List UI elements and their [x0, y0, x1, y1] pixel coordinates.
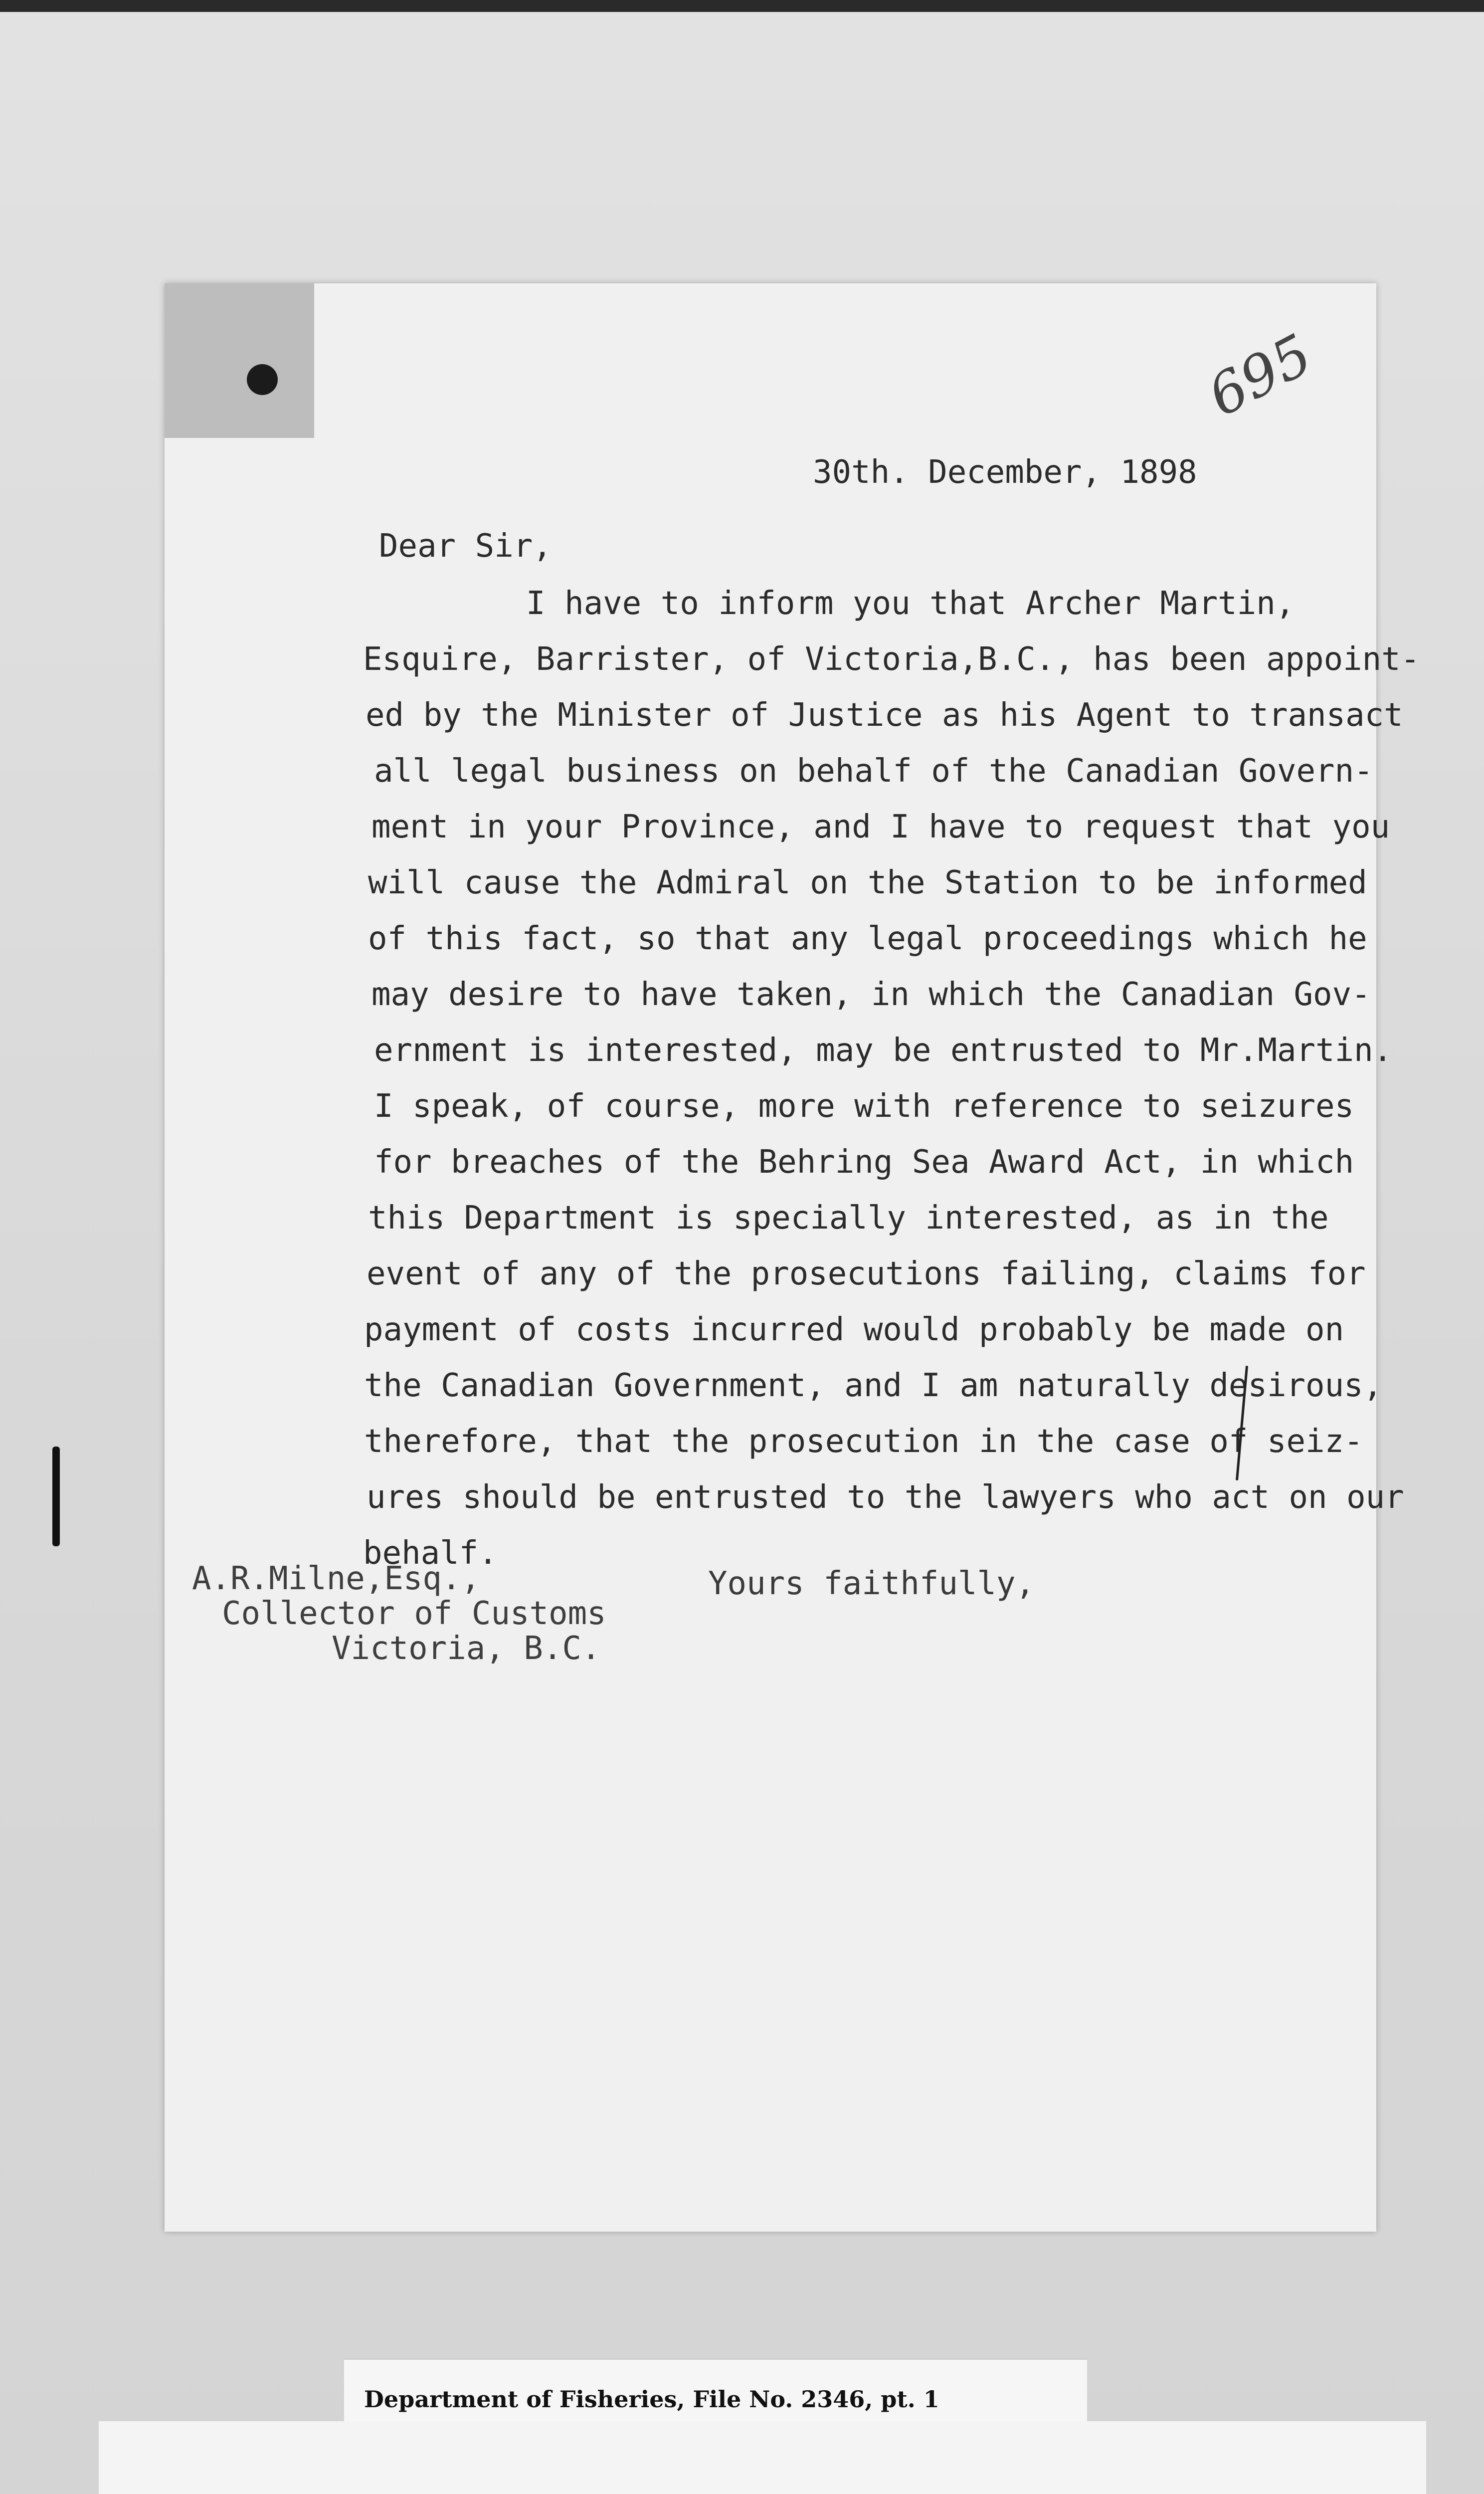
body-line: may desire to have taken, in which the Canadian Gov- — [371, 976, 1371, 1013]
body-line: will cause the Admiral on the Station to be informed — [368, 864, 1367, 901]
body-line: this Department is specially interested, as in the — [368, 1200, 1329, 1237]
body-line: the Canadian Government, and I am naturally desirous, — [364, 1367, 1383, 1404]
body-line: therefore, that the prosecution in the case of seiz- — [364, 1423, 1363, 1460]
addressee-name: A.R.Milne,Esq., — [192, 1560, 480, 1597]
addressee-title: Collector of Customs — [222, 1595, 606, 1632]
salutation: Dear Sir, — [379, 528, 552, 565]
file-reference-slip — [344, 2358, 1087, 2428]
film-side-mark — [52, 1447, 60, 1546]
body-line: ed by the Minister of Justice as his Agent to transact — [366, 697, 1403, 734]
closing: Yours faithfully, — [708, 1565, 1035, 1602]
body-line: I have to inform you that Archer Martin, — [526, 585, 1295, 622]
body-line: Esquire, Barrister, of Victoria,B.C., has been appoint- — [363, 641, 1420, 678]
letter-page — [165, 283, 1420, 2232]
folio-number: 695 — [1197, 322, 1322, 429]
body-line: event of any of the prosecutions failing, claims for — [367, 1255, 1366, 1292]
body-line: ures should be entrusted to the lawyers who act on our — [367, 1479, 1404, 1516]
body-line: all legal business on behalf of the Canadian Govern- — [374, 753, 1373, 790]
addressee-place: Victoria, B.C. — [332, 1630, 601, 1667]
body-line: ment in your Province, and I have to request that you — [371, 809, 1390, 845]
body-line: ernment is interested, may be entrusted to Mr.Martin. — [374, 1032, 1393, 1069]
body-line: for breaches of the Behring Sea Award Act, in which — [374, 1144, 1354, 1181]
file-reference-text: Department of Fisheries, File No. 2346, pt. 1 — [364, 2386, 939, 2413]
body-line: payment of costs incurred would probably be made on — [364, 1311, 1344, 1348]
punch-hole — [247, 364, 278, 395]
body-line: behalf. — [363, 1535, 498, 1572]
archives-card — [99, 2421, 1426, 2494]
tape-corner — [165, 283, 314, 438]
body-line: I speak, of course, more with reference to seizures — [374, 1088, 1354, 1125]
film-edge — [0, 0, 1484, 12]
body-line: of this fact, so that any legal proceedings which he — [368, 920, 1367, 957]
letter-date: 30th. December, 1898 — [813, 454, 1197, 491]
